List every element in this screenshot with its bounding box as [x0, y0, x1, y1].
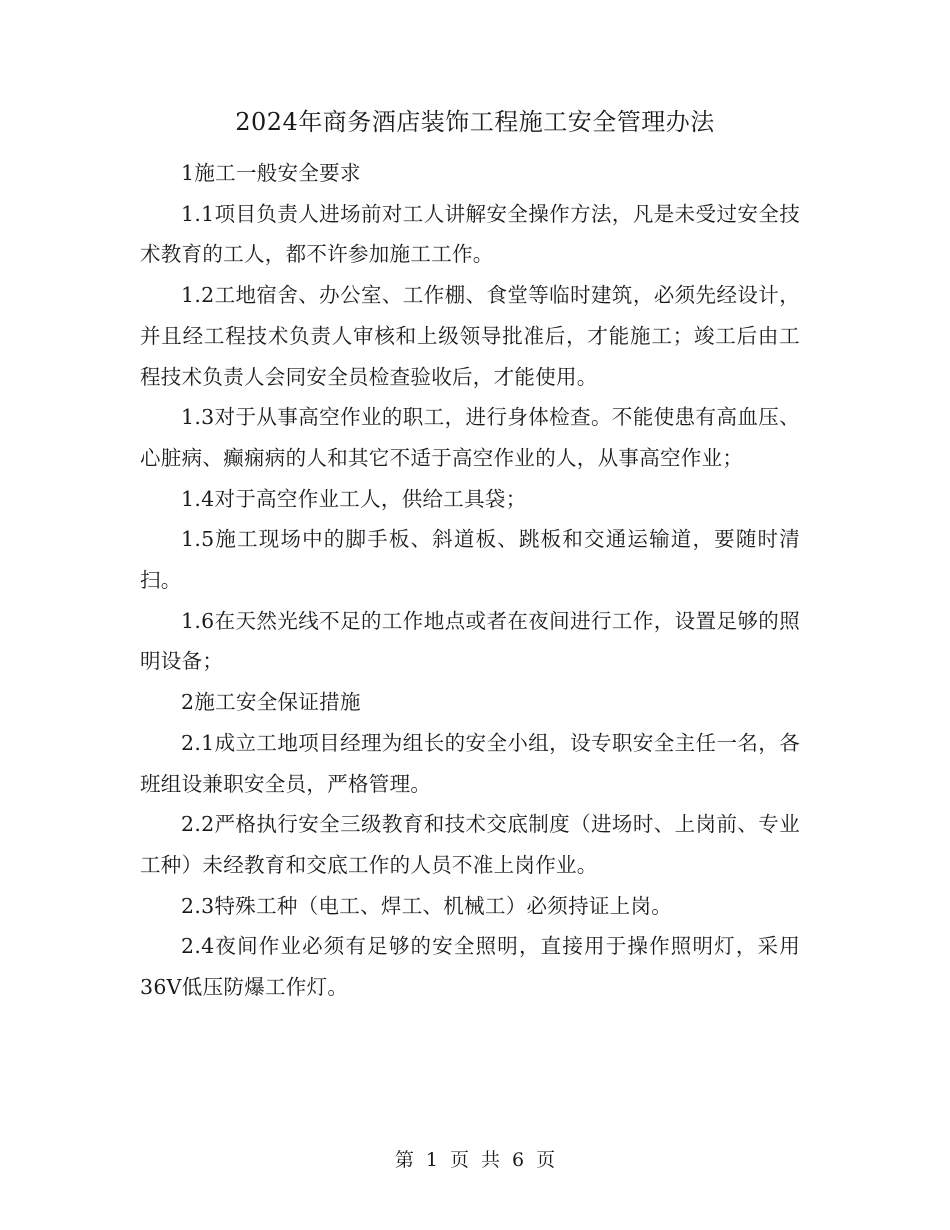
section-heading-1: 1施工一般安全要求	[181, 161, 361, 185]
paragraph-2-1: 2.1成立工地项目经理为组长的安全小组，设专职安全主任一名，各班组设兼职安全员，严格管理。	[140, 730, 800, 796]
page-number-footer: 第 1 页 共 6 页	[394, 1149, 556, 1171]
paragraph-2-4: 2.4夜间作业必须有足够的安全照明，直接用于操作照明灯，采用36V低压防爆工作灯。	[140, 934, 800, 1000]
paragraph-1-3: 1.3对于从事高空作业的职工，进行身体检查。不能使患有高血压、心脏病、癫痫病的人和其它不适于高空作业的人，从事高空作业；	[140, 405, 800, 470]
paragraph-1-4: 1.4对于高空作业工人，供给工具袋；	[181, 486, 527, 511]
paragraph-1-6: 1.6在天然光线不足的工作地点或者在夜间进行工作，设置足够的照明设备；	[140, 608, 800, 674]
paragraph-2-2: 2.2严格执行安全三级教育和技术交底制度（进场时、上岗前、专业工种）未经教育和交底工作的人员不准上岗作业。	[140, 812, 800, 877]
paragraph-1-5: 1.5施工现场中的脚手板、斜道板、跳板和交通运输道，要随时清扫。	[140, 527, 800, 593]
section-heading-2: 2施工安全保证措施	[181, 690, 361, 715]
document-body	[140, 153, 800, 1008]
paragraph-2-3: 2.3特殊工种（电工、焊工、机械工）必须持证上岗。	[181, 893, 673, 918]
document-title: 2024年商务酒店装饰工程施工安全管理办法	[235, 108, 715, 136]
paragraph-1-1: 1.1项目负责人进场前对工人讲解安全操作方法，凡是未受过安全技术教育的工人，都不许参加施工工作。	[140, 201, 800, 267]
paragraph-1-2: 1.2工地宿舍、办公室、工作棚、食堂等临时建筑，必须先经设计，并且经工程技术负责人审核和上级领导批准后，才能施工；竣工后由工程技术负责人会同安全员检查验收后，才能使用。	[140, 283, 800, 389]
